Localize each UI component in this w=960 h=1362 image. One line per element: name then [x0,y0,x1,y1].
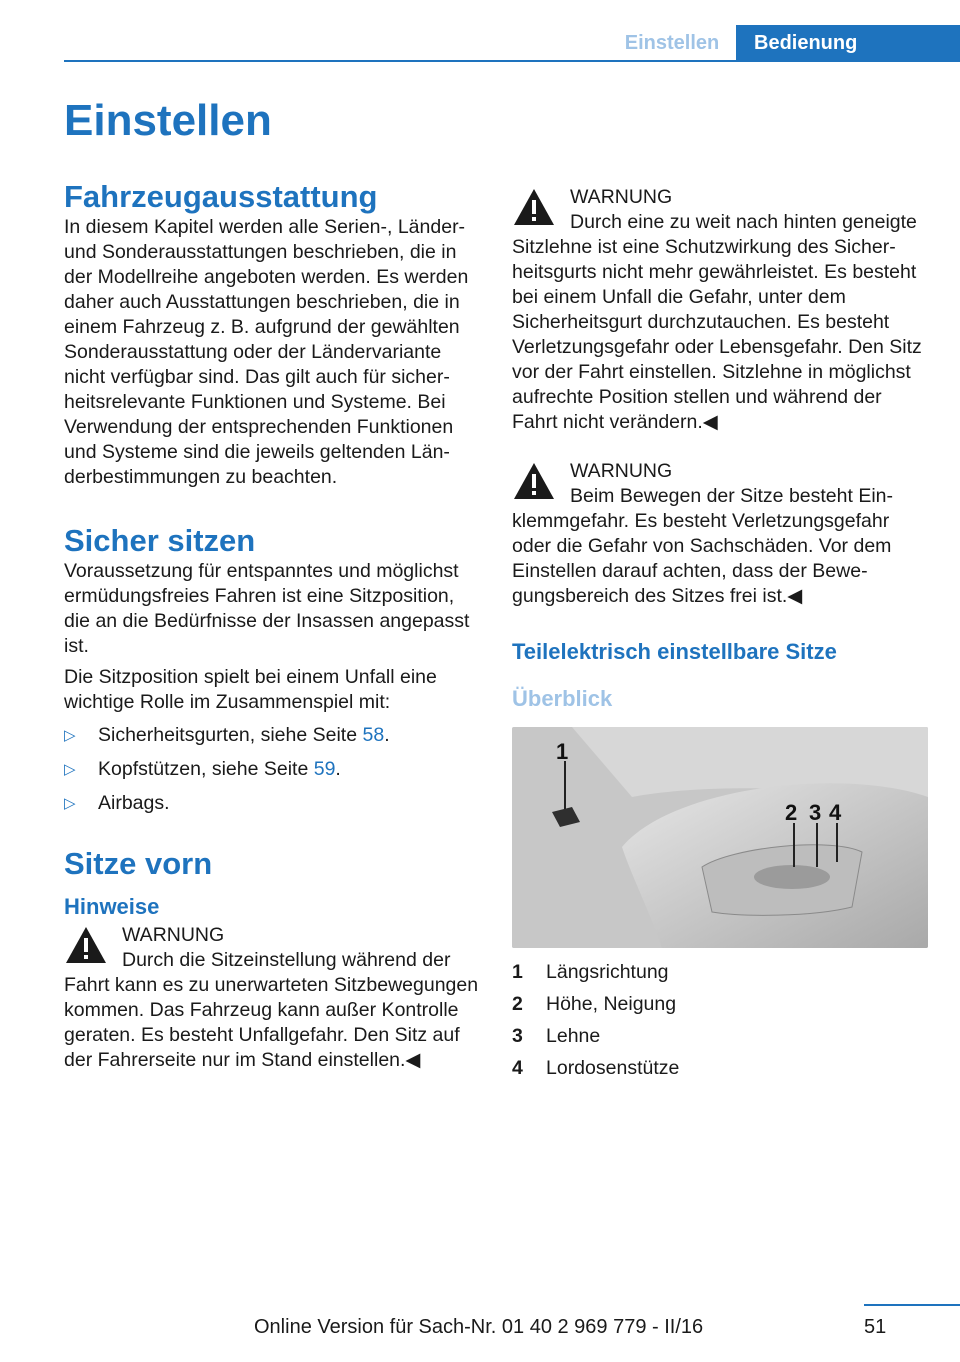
legend-label: Höhe, Neigung [546,993,677,1015]
subsection-title-ueberblick: Überblick [512,686,613,711]
section-title-teilelektrisch: Teilelektrisch einstellbare Sitze [512,639,837,664]
warning-title: WARNUNG [570,186,673,208]
warning-title: WARNUNG [570,460,673,482]
seat-controls-image [512,727,928,948]
legend-label: Lehne [546,1025,601,1047]
list-item [64,757,479,791]
page-link-59[interactable]: 59 [313,758,336,780]
header-divider [64,60,960,62]
header-tab-einstellen[interactable]: Einstellen [624,32,720,54]
image-label-2: 2 [785,800,798,825]
triangle-bullet-icon: ▷ [64,727,76,744]
section-title-sitze-vorn: Sitze vorn [64,846,213,881]
warning-block-3 [512,459,930,609]
list-item [64,723,479,757]
footer-divider [864,1304,960,1306]
warning-text: Durch eine zu weit nach hinten geneigte Sitzlehne ist eine Schutzwirkung des Sicherheitsgurts nicht mehr gewährleistet. Es besteht bei einem Unfall die Gefahr, unter dem Sicherheitsgurt durchzutauchen. Es besteht Verletzungsgefahr oder Lebensgefahr. Den Sitz vor der Fahrt einstellen. Sitzlehne in möglichst aufrechte Position stellen und während der Fahrt nicht verändern.◀ [512,211,922,433]
header-tab-bedienung[interactable]: Bedienung [736,25,960,62]
legend-row [512,992,930,1024]
image-label-1: 1 [556,739,569,764]
legend-label: Lordosenstütze [546,1057,680,1079]
subsection-title-hinweise: Hinweise [64,894,160,919]
legend-number: 1 [512,961,523,983]
seat-illustration [512,727,928,948]
warning-text: Beim Bewegen der Sitze besteht Einklemmgefahr. Es besteht Verletzungsgefahr oder die Gefahr von Sachschäden. Vor dem Einstellen darauf achten, dass der Bewegungsbereich des Sitzes frei ist.◀ [512,485,894,607]
image-label-4: 4 [829,800,842,825]
warning-triangle-icon [64,925,108,965]
legend-row [512,1056,930,1088]
warning-block-1 [64,923,479,1073]
page-title: Einstellen [64,96,272,145]
legend-number: 2 [512,993,523,1015]
triangle-bullet-icon: ▷ [64,761,76,778]
section-title-fahrzeugausstattung: Fahrzeugausstattung [64,179,378,214]
warning-triangle-icon [512,187,556,227]
bullet-list [64,723,479,825]
legend-number: 4 [512,1057,523,1079]
legend-row [512,1024,930,1056]
list-item-text: Airbags. [98,792,170,814]
legend-row [512,960,930,992]
legend-number: 3 [512,1025,523,1047]
paragraph-sicher-sitzen-1: Voraussetzung für entspanntes und möglichst ermüdungsfreies Fahren ist eine Sitzposition, die an die Bedürfnisse der Insassen angepasst ist. [64,560,470,657]
list-item [64,791,479,825]
page-link-58[interactable]: 58 [362,724,385,746]
warning-text: Durch die Sitzeinstellung während der Fahrt kann es zu unerwarteten Sitzbewegungen kommen. Das Fahrzeug kann außer Kontrolle geraten. Es besteht Unfallgefahr. Den Sitz auf der Fahrerseite nur im Stand einstellen.◀ [64,949,479,1071]
image-label-3: 3 [809,800,822,825]
legend-label: Längsrichtung [546,961,669,983]
image-legend [512,960,930,1088]
warning-title: WARNUNG [122,924,225,946]
triangle-bullet-icon: ▷ [64,795,76,812]
right-column [512,185,930,1088]
paragraph-fahrzeugausstattung: In diesem Kapitel werden alle Serien-, Länder- und Sonderausstattungen beschrieben, die in der Modellreihe angeboten werden. Es werden daher auch Ausstattungen beschrieben, die in einem Fahrzeug z. B. aufgrund der gewählten Sonderausstattung oder der Ländervariante nicht verfügbar sind. Das gilt auch für sicherheitsrelevante Funktionen und Systeme. Bei Verwendung der entsprechenden Funktionen und Systeme sind die jeweils geltenden Länderbestimmungen zu beachten. [64,216,469,488]
section-title-sicher-sitzen: Sicher sitzen [64,523,256,558]
list-item-text: Kopfstützen, siehe Seite 59. [98,758,341,780]
warning-block-2 [512,185,930,435]
footer-version-text: Online Version für Sach-Nr. 01 40 2 969 779 - II/16 [254,1316,704,1338]
paragraph-sicher-sitzen-2: Die Sitzposition spielt bei einem Unfall eine wichtige Rolle im Zusammenspiel mit: [64,666,437,713]
warning-triangle-icon [512,461,556,501]
left-column [64,179,479,1073]
page-number: 51 [864,1316,887,1338]
list-item-text: Sicherheitsgurten, siehe Seite 58. [98,724,390,746]
